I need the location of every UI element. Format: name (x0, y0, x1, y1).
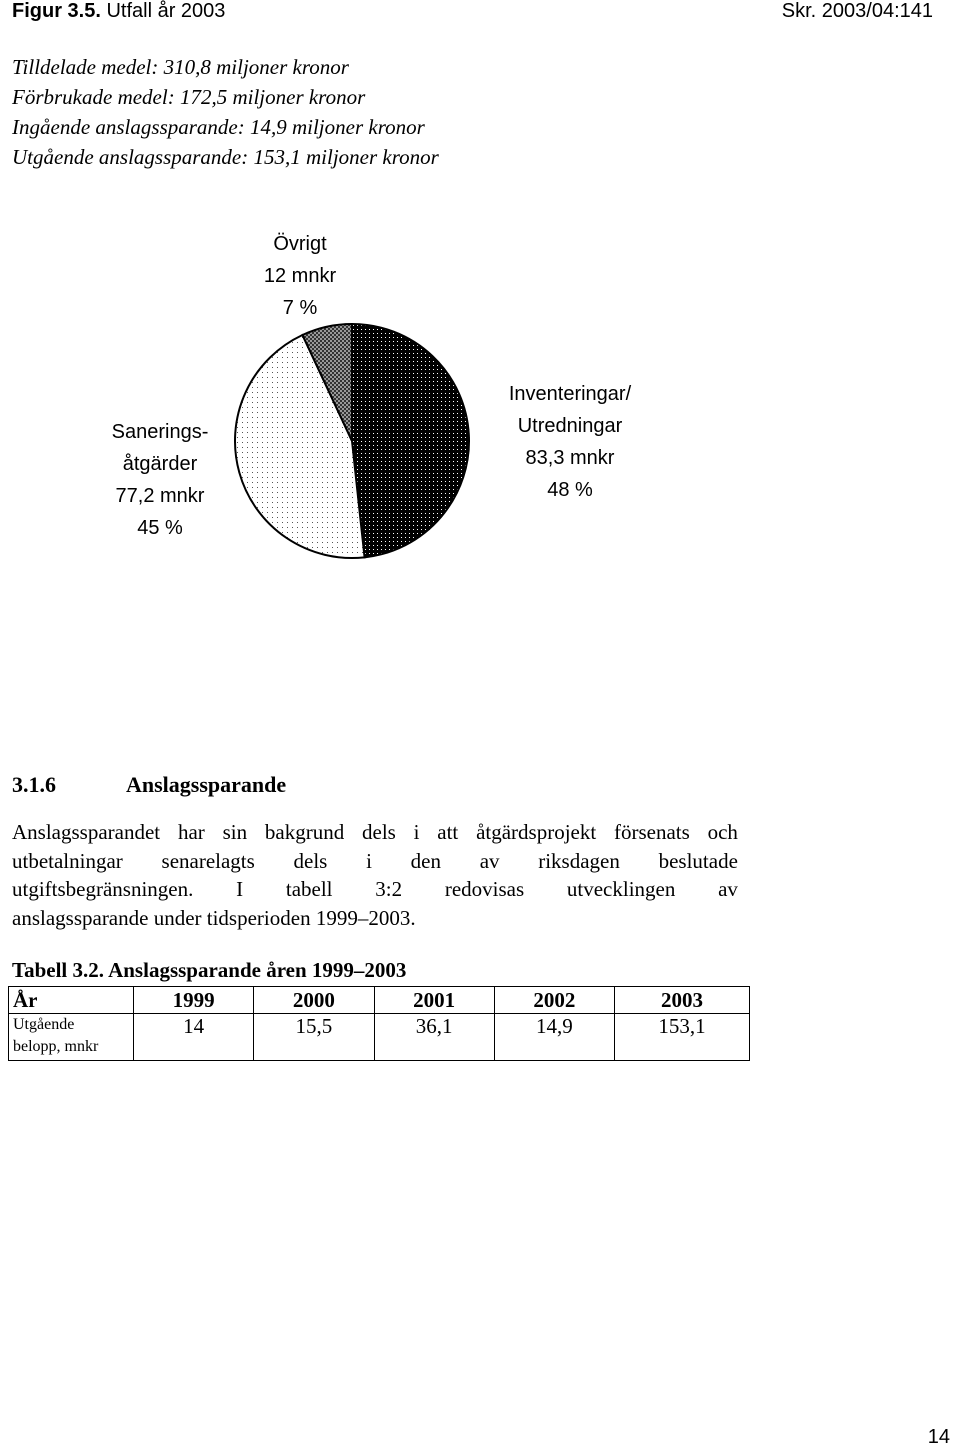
table-header-cell: 2000 (254, 987, 374, 1014)
table-header-cell: 2002 (494, 987, 614, 1014)
slice-label-ovrigt (240, 228, 360, 324)
table-cell: 14,9 (494, 1014, 614, 1061)
slice-label-line: 48 % (547, 479, 593, 501)
slice-label-line: åtgärder (122, 453, 198, 475)
slice-label-line: 83,3 mnkr (525, 447, 615, 469)
figure-title-text: Utfall år 2003 (106, 0, 226, 22)
table-header-row (9, 987, 750, 1014)
table-header-cell: År (9, 987, 134, 1014)
slice-label-saneringsatgarder (90, 416, 230, 544)
section-paragraph (12, 818, 738, 932)
slice-label-line: Övrigt (273, 233, 327, 255)
slice-inventeringar (352, 324, 469, 557)
summary-line: Utgående anslagssparande: 153,1 miljoner kronor (12, 145, 439, 169)
paragraph-line: utbetalningar senarelagts dels i den av riksdagen beslutade (12, 848, 738, 873)
report-reference: Skr. 2003/04:141 (781, 0, 933, 22)
pie-chart (0, 0, 960, 700)
table-row-label (9, 1014, 134, 1061)
slice-label-line: 45 % (137, 517, 183, 539)
row-label-line: belopp, mnkr (13, 1038, 99, 1055)
table-cell: 36,1 (374, 1014, 494, 1061)
row-label-line: Utgående (13, 1016, 75, 1033)
savings-table (8, 986, 750, 1061)
summary-line: Förbrukade medel: 172,5 miljoner kronor (12, 85, 366, 109)
table-header-cell: 2001 (374, 987, 494, 1014)
paragraph-line: anslagssparande under tidsperioden 1999–2003. (12, 905, 416, 930)
paragraph-line: utgiftsbegränsningen. I tabell 3:2 redovisas utvecklingen av (12, 877, 738, 901)
table-caption: Tabell 3.2. Anslagssparande åren 1999–2003 (12, 958, 407, 982)
paragraph-line: Anslagssparandet har sin bakgrund dels i att åtgärdsprojekt försenats och (12, 820, 738, 844)
summary-line: Ingående anslagssparande: 14,9 miljoner kronor (12, 115, 425, 139)
section-number: 3.1.6 (12, 772, 56, 797)
slice-label-line: 77,2 mnkr (115, 485, 205, 507)
slice-label-line: Sanerings- (111, 421, 209, 443)
slice-label-line: 7 % (282, 297, 318, 319)
table-header-cell: 1999 (134, 987, 254, 1014)
section-heading (12, 772, 286, 798)
table-cell: 153,1 (615, 1014, 750, 1061)
slice-label-line: Inventeringar/ (508, 383, 632, 405)
figure-label: Figur 3.5. (12, 0, 101, 22)
page-number: 14 (927, 1426, 950, 1448)
summary-line: Tilldelade medel: 310,8 miljoner kronor (12, 55, 349, 79)
table-header-cell: 2003 (615, 987, 750, 1014)
table-row (9, 1014, 750, 1061)
section-title: Anslagssparande (126, 772, 287, 797)
slice-label-line: Utredningar (517, 415, 623, 437)
slice-label-inventeringar (490, 378, 650, 506)
table-cell: 15,5 (254, 1014, 374, 1061)
table-cell: 14 (134, 1014, 254, 1061)
slice-label-line: 12 mnkr (263, 265, 337, 287)
